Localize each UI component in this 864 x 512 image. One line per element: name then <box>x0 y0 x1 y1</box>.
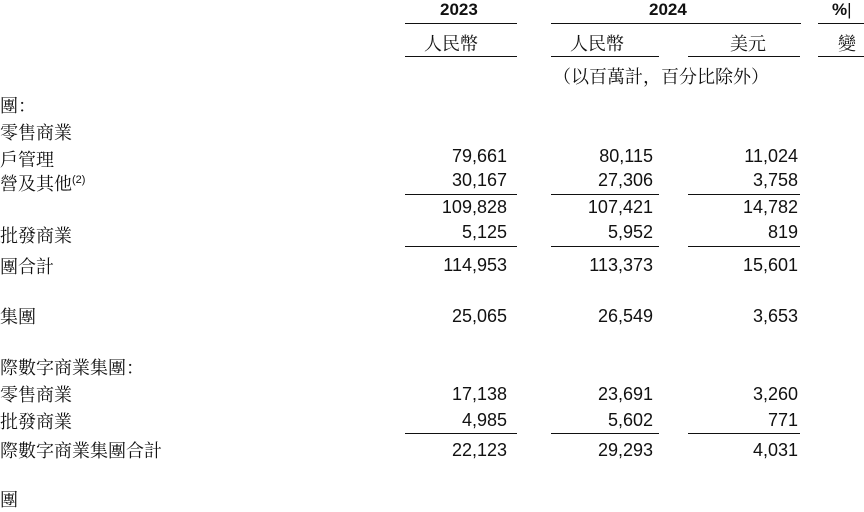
row-label: 團合計 <box>0 257 54 277</box>
cell-2024-rmb: 23,691 <box>597 384 653 404</box>
pct-change-rule <box>818 23 864 24</box>
cell-2023: 5,125 <box>461 222 507 242</box>
cell-2023: 17,138 <box>451 384 507 404</box>
cell-2023: 25,065 <box>451 306 507 326</box>
units-note: （以百萬計，百分比除外） <box>553 67 769 87</box>
cell-2023: 109,828 <box>441 197 507 217</box>
cell-2024-usd: 15,601 <box>742 255 798 275</box>
cell-2024-usd: 14,782 <box>742 197 798 217</box>
cell-2024-rmb: 5,952 <box>607 222 653 242</box>
cell-2024-rmb: 113,373 <box>589 255 653 275</box>
row-label: 批發商業 <box>0 226 72 246</box>
cell-2024-rmb: 26,549 <box>597 306 653 326</box>
cell-2024-rmb: 27,306 <box>597 170 653 190</box>
footnote-ref: (2) <box>72 174 86 186</box>
subtotal-rule <box>688 194 800 195</box>
cell-2024-usd: 11,024 <box>744 146 798 166</box>
total-rule <box>405 433 517 434</box>
year-2024-rule <box>551 23 801 24</box>
cur-2024-usd-rule <box>688 56 800 57</box>
row-label: 零售商業 <box>0 385 72 405</box>
row-label: 團： <box>0 96 36 116</box>
cell-2024-usd: 819 <box>767 222 798 242</box>
currency-2024-rmb: 人民幣 <box>570 34 624 54</box>
year-2024-header: 2024 <box>649 0 687 19</box>
change-rule <box>818 56 864 57</box>
total-rule <box>551 246 659 247</box>
cell-2024-usd: 3,653 <box>752 306 798 326</box>
row-label: 際數字商業集團： <box>0 358 144 378</box>
cell-2024-rmb: 107,421 <box>587 197 653 217</box>
row-label: 零售商業 <box>0 123 72 143</box>
year-2023-rule <box>405 23 517 24</box>
cell-2024-usd: 4,031 <box>752 440 798 460</box>
subtotal-rule <box>551 194 659 195</box>
cell-2024-rmb: 29,293 <box>597 440 653 460</box>
total-rule <box>405 246 517 247</box>
change-header-cut: 變 <box>838 34 856 54</box>
row-label: 批發商業 <box>0 412 72 432</box>
cell-2024-usd: 771 <box>767 410 798 430</box>
cell-2023: 30,167 <box>451 170 507 190</box>
year-2023-header: 2023 <box>440 0 478 19</box>
subtotal-rule <box>405 194 517 195</box>
cur-2024-rmb-rule <box>551 56 659 57</box>
cell-2024-rmb: 80,115 <box>599 146 653 166</box>
row-label: 營及其他$^{(2)}$ <box>0 174 86 194</box>
pct-change-header: %| <box>832 0 852 19</box>
row-label: 際數字商業集團合計 <box>0 441 162 461</box>
cell-2023: 114,953 <box>443 255 507 275</box>
currency-2024-usd: 美元 <box>730 34 766 54</box>
row-label: 集團 <box>0 307 36 327</box>
cell-2023: 22,123 <box>451 440 507 460</box>
cell-2024-usd: 3,758 <box>752 170 798 190</box>
total-rule <box>688 433 800 434</box>
row-label: 戶管理 <box>0 150 54 170</box>
cell-2023: 4,985 <box>461 410 507 430</box>
total-rule <box>551 433 659 434</box>
total-rule <box>688 246 800 247</box>
row-label: 團 <box>0 490 18 510</box>
currency-2023-rmb: 人民幣 <box>424 34 478 54</box>
cell-2023: 79,661 <box>451 146 507 166</box>
cell-2024-usd: 3,260 <box>752 384 798 404</box>
cur-2023-rule <box>405 56 517 57</box>
cell-2024-rmb: 5,602 <box>607 410 653 430</box>
